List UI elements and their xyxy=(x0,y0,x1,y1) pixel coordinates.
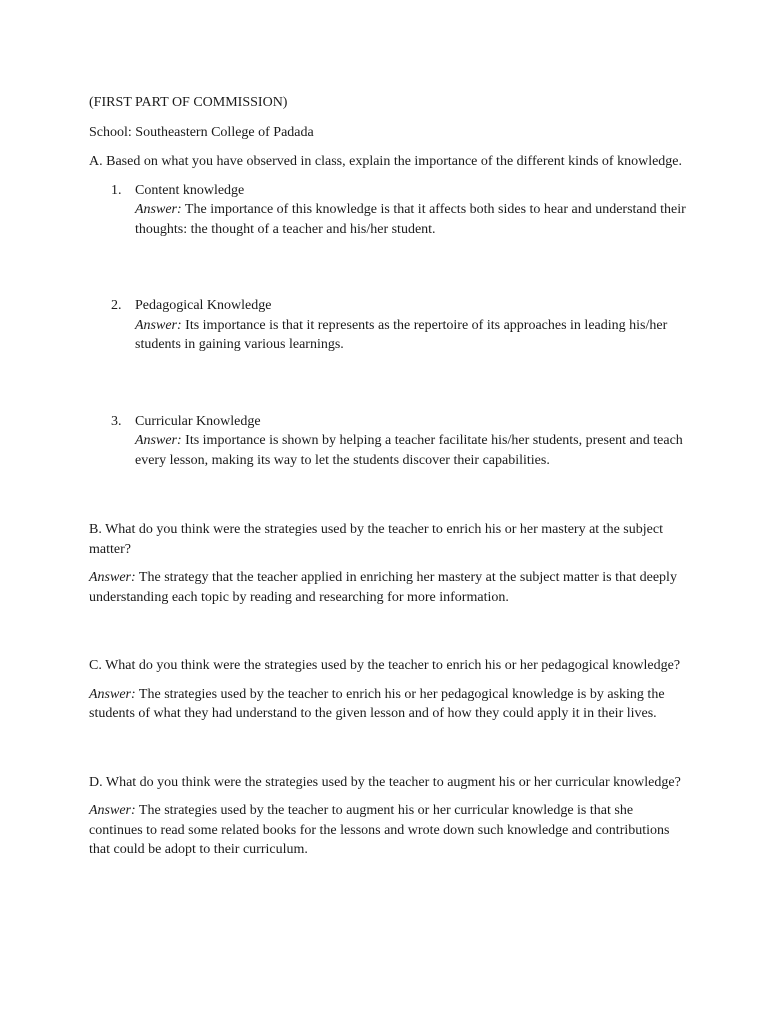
answer-label: Answer: xyxy=(135,202,182,217)
answer-label: Answer: xyxy=(89,686,136,702)
list-item-number: 1. xyxy=(111,182,122,198)
section-a xyxy=(89,152,688,470)
document-title: (FIRST PART OF COMMISSION) xyxy=(89,95,288,110)
section-d-answer xyxy=(89,801,688,860)
list-item xyxy=(89,412,688,471)
section-c-question: C. What do you think were the strategies used by the teacher to enrich his or her pedagogical knowledge? xyxy=(89,658,681,673)
answer-text: Its importance is that it represents as the repertoire of its approaches in leading his/her students in gaining various learnings. xyxy=(135,317,668,352)
knowledge-list xyxy=(89,181,688,471)
answer-label: Answer: xyxy=(89,570,136,585)
answer-text: The importance of this knowledge is that it affects both sides to hear and understand their thoughts: the thought of a teacher and his/her student. xyxy=(135,202,686,237)
section-b-answer xyxy=(89,568,688,607)
section-b xyxy=(89,520,688,607)
list-item xyxy=(89,181,688,240)
list-item-answer xyxy=(135,200,688,239)
section-d xyxy=(89,773,688,860)
list-item xyxy=(89,296,688,355)
section-c xyxy=(89,656,688,724)
answer-text: The strategy that the teacher applied in enriching her mastery at the subject matter is that deeply understanding each topic by reading and researching for more information. xyxy=(89,570,677,605)
list-item-answer xyxy=(135,316,688,355)
section-c-answer xyxy=(89,685,688,724)
list-item-answer xyxy=(135,431,688,470)
answer-text: Its importance is shown by helping a teacher facilitate his/her students, present and teach every lesson, making its way to let the students discover their capabilities. xyxy=(135,433,683,468)
section-a-question: A. Based on what you have observed in class, explain the importance of the different kinds of knowledge. xyxy=(89,154,683,169)
list-item-title: Content knowledge xyxy=(135,182,245,198)
answer-text: The strategies used by the teacher to enrich his or her pedagogical knowledge is by asking the students of what they had understand to the given lesson and of how they could apply it in their lives. xyxy=(89,686,665,721)
list-item-title: Pedagogical Knowledge xyxy=(135,298,272,313)
list-item-title: Curricular Knowledge xyxy=(135,413,261,429)
section-b-question: B. What do you think were the strategies used by the teacher to enrich his or her mastery at the subject matter? xyxy=(89,522,663,557)
school-line: School: Southeastern College of Padada xyxy=(89,124,314,140)
list-item-number: 2. xyxy=(111,298,122,313)
section-d-question: D. What do you think were the strategies used by the teacher to augment his or her curricular knowledge? xyxy=(89,774,681,790)
list-item-number: 3. xyxy=(111,413,122,429)
answer-label: Answer: xyxy=(135,433,182,448)
answer-label: Answer: xyxy=(135,317,182,333)
answer-label: Answer: xyxy=(89,803,136,818)
answer-text: The strategies used by the teacher to augment his or her curricular knowledge is that she continues to read some related books for the lessons and wrote down such knowledge and contributions that could be adopt to their curriculum. xyxy=(89,803,670,857)
